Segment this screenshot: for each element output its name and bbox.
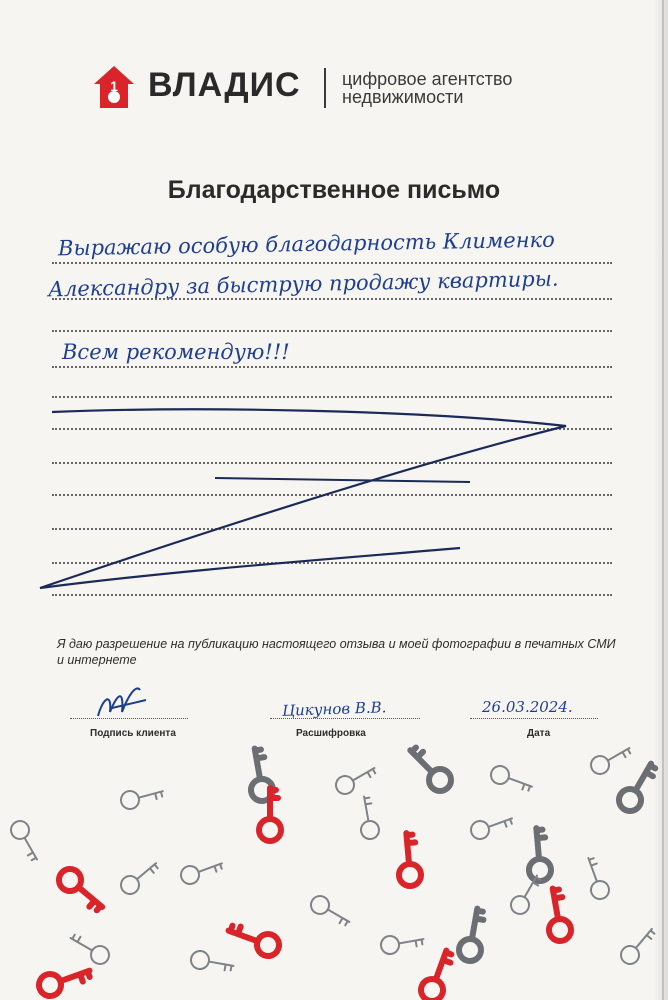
letter-line-3: Всем рекомендую!!!: [62, 340, 290, 364]
page-shadow: [654, 0, 668, 1000]
date-value: 26.03.2024.: [482, 698, 573, 716]
decode-value: Цикунов В.В.: [281, 698, 387, 720]
letter-line-2: Александру за быструю продажу квартиры.: [47, 266, 559, 302]
decode-caption: Расшифровка: [296, 728, 366, 739]
brand-name: ВЛАДИС: [148, 66, 301, 104]
publication-consent-text: Я даю разрешение на публикацию настоящего отзыва и моей фотографии в печатных СМИ и интернете: [57, 637, 616, 667]
tagline-line-1: цифровое агентство: [342, 69, 513, 89]
page-title: Благодарственное письмо: [167, 176, 501, 204]
logo-digit: 1: [110, 78, 118, 94]
tagline-line-2: недвижимости: [342, 87, 464, 107]
date-caption: Дата: [527, 728, 551, 739]
letter-line-1: Выражаю особую благодарность Клименко: [57, 227, 555, 261]
client-signature-caption: Подпись клиента: [90, 728, 176, 739]
